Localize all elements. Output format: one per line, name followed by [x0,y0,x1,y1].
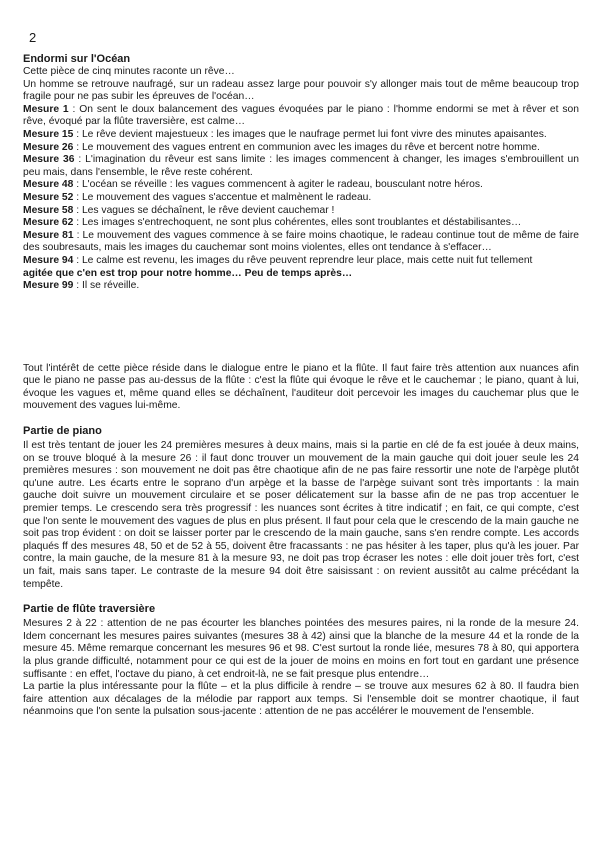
measure-label: Mesure 15 [23,128,74,140]
emphasis-line: agitée que c'en est trop pour notre homme… Peu de temps après… [23,267,353,279]
measure-text: : Les images s'entrechoquent, ne sont plus cohérentes, elles sont troublantes et déstabilisantes… [73,217,522,229]
measure-label: Mesure 1 [23,103,69,115]
measure-entry [23,129,579,142]
measure-text: : Les vagues se déchaînent, le rêve devient cauchemar ! [73,204,335,216]
measure-entry [23,154,579,179]
piano-paragraph: Il est très tentant de jouer les 24 premières mesures à deux mains, mais si la partie en clé de fa est jouée à deux mains, on se trouve bloqué à la mesure 26 : il faut donc trouver un mouvement de la main gauche qui doit jouer seule les 24 premières mesures : son mouvement ne doit pas être chaotique afin de ne pas faire ressortir une note de l'arpège plutôt qu'une autre. Les écarts entre le soprano d'un arpège et la basse de l'arpège suivant sont très importants : la main gauche doit suivre un mouvement circulaire et se poser délicatement sur la basse afin de ne pas trop accentuer le premier temps. Le crescendo sera très progressif : les nuances sont écrites à titre indicatif ; en fait, ce qui compte, c'est que l'on sente le mouvement des vagues de plus en plus présent. Il faut pour cela que le crescendo de la main gauche ne soit pas trop évident : on doit se laisser porter par le crescendo de la main gauche, sans s'en rendre compte. Les accords plaqués ff des mesures 48, 50 et de 52 à 55, doivent être fracassants : ne pas hésiter à les taper, plus qu'à les jouer. Par contre, la main gauche, de la mesure 81 à la mesure 93, ne doit pas trop écraser les notes : elle doit jouer très fort, c'est un fait, mais sans taper. Le contraste de la mesure 94 doit être saisissant : on revient aussitôt au calme précédant la tempête. [23,440,579,590]
measure-text: : L'imagination du rêveur est sans limite : les images commencent à changer, les images s'embrouillent un peu mais, dans l'ensemble, le rêve reste cohérent. [23,154,579,178]
measure-label: Mesure 52 [23,191,74,203]
measure-label: Mesure 81 [23,229,74,241]
measure-label: Mesure 94 [23,254,74,266]
measure-entry [23,217,579,230]
spacer [23,293,579,363]
measure-entry [23,205,579,218]
spacer [23,591,579,603]
measure-entry [23,255,579,268]
measure-entry [23,104,579,129]
measure-entry [23,230,579,255]
measure-entry [23,142,579,155]
intro-paragraph: Un homme se retrouve naufragé, sur un radeau assez large pour pouvoir s'y allonger mais tout de même beaucoup trop fragile pour ne pas subir les épreuves de l'océan… [23,78,579,103]
measure-text: : Le mouvement des vagues entrent en communion avec les images du rêve et bercent notre homme. [73,141,540,153]
intro-line: Cette pièce de cinq minutes raconte un rêve… [23,66,235,77]
measure-text: : Le mouvement des vagues commence à se faire moins chaotique, le radeau continue tout de même de faire des soubresauts, mais les images du cauchemar sont moins violentes, elles ont tendance à s'effacer… [23,229,579,254]
measure-text: : L'océan se réveille : les vagues commencent à agiter le radeau, bousculant notre héros. [73,179,483,191]
interest-paragraph: Tout l'intérêt de cette pièce réside dans le dialogue entre le piano et la flûte. Il faut faire très attention aux nuances afin que le piano ne passe pas au-dessus de la flûte : c'est la flûte qui évoque le rêve et le cauchemar ; le piano, quant à lui, évoque les vagues et, même quand elles se déchaînent, l'auditeur doit percevoir les images du cauchemar plus que le mouvement des vagues lui-même. [23,362,579,412]
measure-label: Mesure 36 [23,154,75,166]
spacer [23,413,579,425]
flute-paragraph-2: La partie la plus intéressante pour la flûte – et la plus difficile à rendre – se trouve aux mesures 62 à 80. Il faudra bien faire attention aux décalages de la mélodie par rapport aux temps. Si l'ensemble doit se montrer chaotique, il faut néanmoins que l'on sente la pulsation sous-jacente : attention de ne pas accélérer le mouvement de l'ensemble. [23,681,579,718]
measure-text: : Le calme est revenu, les images du rêve peuvent reprendre leur place, mais cette nuit fut tellement [73,254,533,266]
section-title-piano: Partie de piano [23,425,102,438]
measure-text: : Il se réveille. [73,280,140,292]
measure-text: : On sent le doux balancement des vagues évoquées par le piano : l'homme endormi se met à rêver et son rêve, évoqué par la flûte traversière, est calme… [23,103,579,128]
measure-text: : Le mouvement des vagues s'accentue et malmènent le radeau. [73,191,372,203]
measure-entry [23,280,579,293]
measure-text: : Le rêve devient majestueux : les images que le naufrage permet lui font vivre des minutes apaisantes. [73,128,547,140]
flute-paragraph-1: Mesures 2 à 22 : attention de ne pas écourter les blanches pointées des mesures paires, ni la ronde de la mesure 24. Idem concernant les mesures paires suivantes (mesures 38 à 42) ainsi que la blanche de la mesure 44 et la ronde de la mesure 45. Même remarque concernant les mesures 96 et 98. C'est surtout la ronde liée, mesures 78 à 80, qui apportera la plus grande difficulté, notamment pour ce qui est de la jouer de moins en moins en fort tout en gardant une présence suffisante : en effet, l'octave du piano, à cet endroit-là, ne se fait presque plus entendre… [23,618,579,680]
measure-entry [23,179,579,192]
measure-label: Mesure 62 [23,217,74,229]
measure-label: Mesure 99 [23,280,74,292]
measure-entry [23,192,579,205]
measure-label: Mesure 58 [23,204,74,216]
section-title-flute: Partie de flûte traversière [23,603,156,616]
section-title-piece: Endormi sur l'Océan [23,53,131,65]
measure-label: Mesure 48 [23,179,74,191]
page-number: 2 [29,30,37,45]
document-body [23,53,579,719]
measure-label: Mesure 26 [23,141,74,153]
